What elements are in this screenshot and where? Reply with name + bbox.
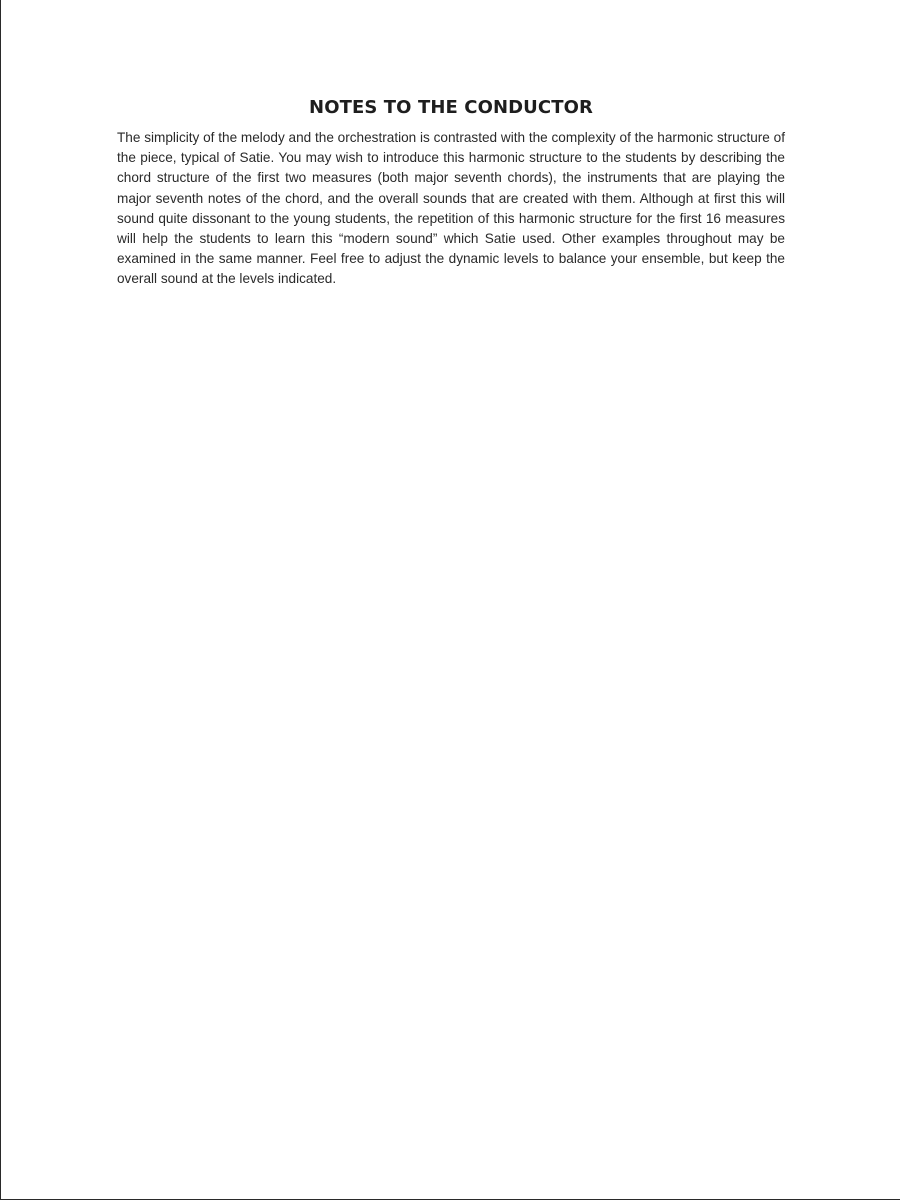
notes-paragraph: The simplicity of the melody and the orchestration is contrasted with the complexity of the harmonic structure of the piece, typical of Satie. You may wish to introduce this harmonic structure to the students by describing the chord structure of the first two measures (both major seventh chords), the instruments that are playing the major seventh notes of the chord, and the overall sounds that are created with them. Although at first this will sound quite dissonant to the young students, the repetition of this harmonic structure for the first 16 measures will help the students to learn this “modern sound” which Satie used. Other examples throughout may be examined in the same manner. Feel free to adjust the dynamic levels to balance your ensemble, but keep the overall sound at the levels indicated.	[117, 130, 785, 287]
document-page	[1, 0, 900, 1200]
page-title: NOTES TO THE CONDUCTOR	[309, 97, 593, 118]
